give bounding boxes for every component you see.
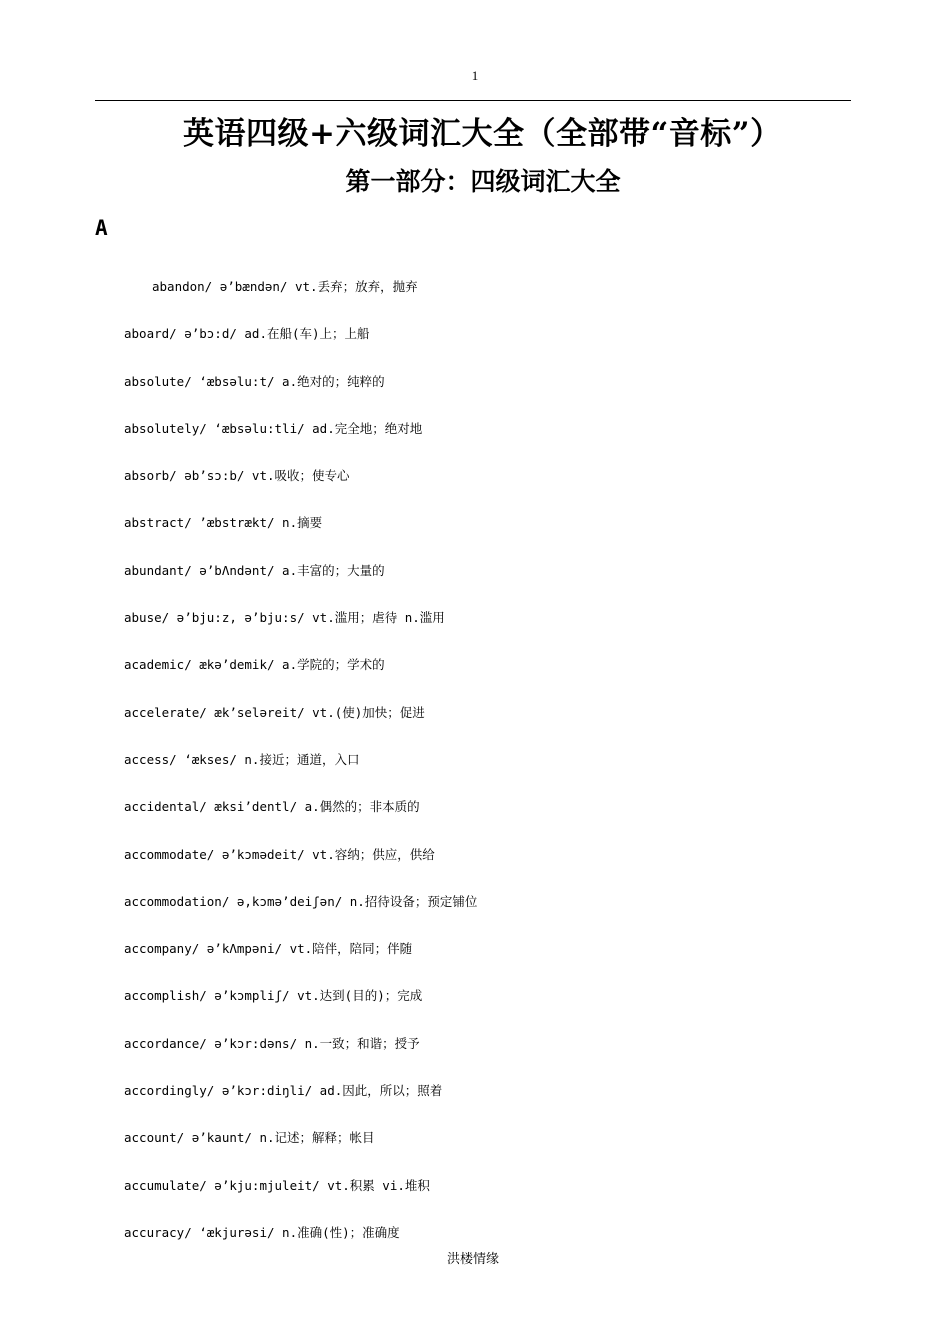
vocabulary-entry: accumulate/ ə’kju:mjuleit/ vt.积累 vi.堆积: [124, 1177, 430, 1193]
vocabulary-entry: access/ ‘ækses/ n.接近；通道，入口: [124, 751, 360, 767]
vocabulary-entry: absorb/ əb’sɔ:b/ vt.吸收；使专心: [124, 468, 350, 484]
vocabulary-entry: abundant/ ə’bΛndənt/ a.丰富的；大量的: [124, 562, 385, 578]
vocabulary-entry: academic/ ækə’demik/ a.学院的；学术的: [124, 657, 385, 673]
vocabulary-entry: accomplish/ ə’kɔmpliʃ/ vt.达到(目的)；完成: [124, 988, 423, 1004]
document-title: 英语四级+六级词汇大全（全部带“音标”）: [183, 116, 782, 152]
vocabulary-entry: absolute/ ‘æbsəlu:t/ a.绝对的；纯粹的: [124, 373, 385, 389]
vocabulary-list: [124, 276, 844, 1269]
vocabulary-entry: accordingly/ ə’kɔr:diŋli/ ad.因此，所以；照着: [124, 1083, 443, 1099]
page-number: 1: [471, 68, 479, 83]
section-title: 第一部分：四级词汇大全: [345, 167, 621, 196]
header-rule: [95, 100, 851, 101]
vocabulary-entry: abuse/ ə’bju:z, ə’bju:s/ vt.滥用；虐待 n.滥用: [124, 610, 445, 626]
vocabulary-entry: accidental/ æksi’dentl/ a.偶然的；非本质的: [124, 799, 420, 815]
vocabulary-entry: abstract/ ’æbstrækt/ n.摘要: [124, 515, 323, 531]
vocabulary-entry: accuracy/ ‘ækjurəsi/ n.准确(性)；准确度: [124, 1224, 400, 1240]
vocabulary-entry: accompany/ ə’kΛmpəni/ vt.陪伴，陪同；伴随: [124, 941, 413, 957]
vocabulary-entry: account/ ə’kaunt/ n.记述；解释；帐目: [124, 1130, 375, 1146]
section-letter-heading: A: [95, 216, 108, 240]
vocabulary-entry: absolutely/ ‘æbsəlu:tli/ ad.完全地；绝对地: [124, 420, 423, 436]
vocabulary-entry: accommodation/ ə,kɔmə’deiʃən/ n.招待设备；预定铺位: [124, 893, 478, 909]
vocabulary-entry: accommodate/ ə’kɔmədeit/ vt.容纳；供应，供给: [124, 846, 435, 862]
vocabulary-entry: accordance/ ə’kɔr:dəns/ n.一致；和谐；授予: [124, 1035, 420, 1051]
vocabulary-entry: aboard/ ə’bɔ:d/ ad.在船(车)上；上船: [124, 326, 370, 342]
vocabulary-entry: accelerate/ æk’seləreit/ vt.(使)加快；促进: [124, 704, 425, 720]
page-footer: 洪楼情缘: [446, 1252, 499, 1267]
vocabulary-entry: abandon/ ə’bændən/ vt.丢弃；放弃，抛弃: [152, 279, 418, 294]
